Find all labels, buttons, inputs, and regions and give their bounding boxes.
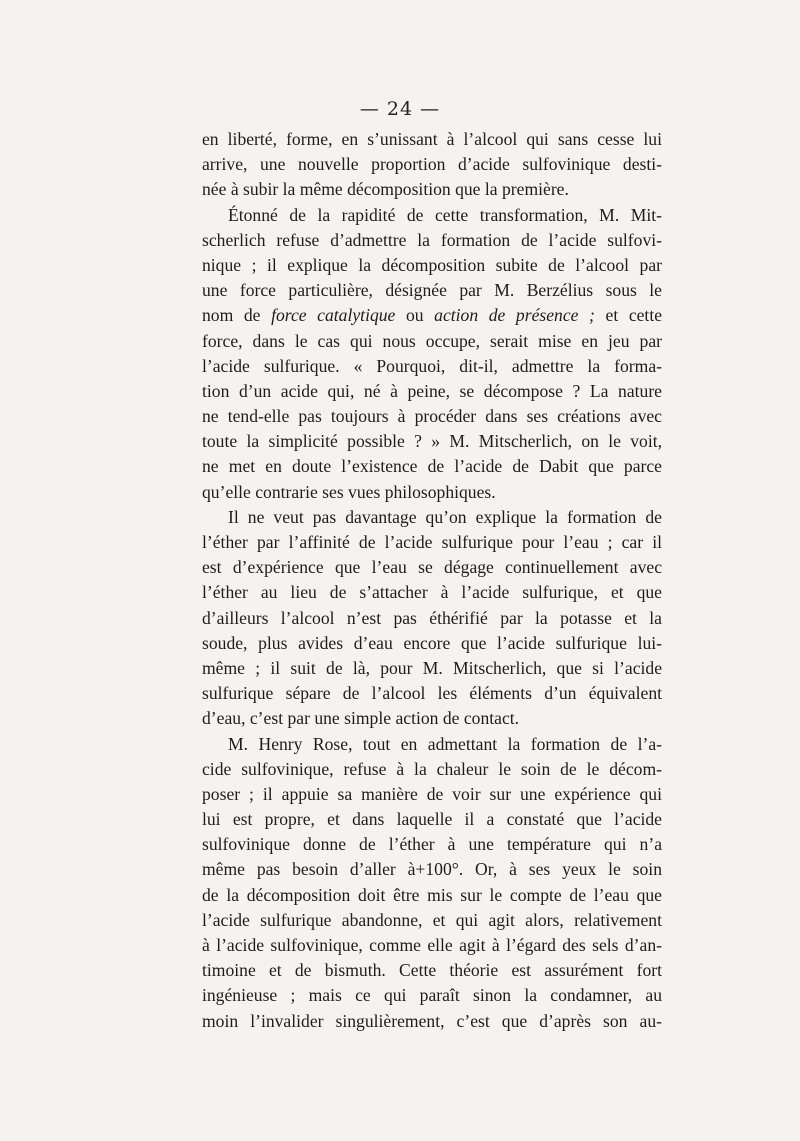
- text-line: tion d’un acide qui, né à peine, se décompose ? La nature: [202, 380, 662, 401]
- text-line: ne tend-elle pas toujours à procéder dans ses créations avec: [202, 406, 662, 427]
- text-line: l’éther par l’affinité de l’acide sulfurique pour l’eau ; car il: [202, 532, 662, 552]
- text-line: cide sulfovinique, refuse à la chaleur le soin de le décom-: [202, 758, 662, 779]
- text-line: Il ne veut pas davantage qu’on explique la formation de: [228, 506, 662, 527]
- text-line: [202, 303, 662, 328]
- text-line: l’éther au lieu de s’attacher à l’acide sulfurique, et que: [202, 582, 662, 603]
- text-span: et cette: [594, 305, 663, 326]
- page-number: — 24 —: [359, 98, 441, 120]
- body-text: [202, 127, 662, 1034]
- text-line: l’acide sulfurique. « Pourquoi, dit-il, admettre la forma-: [202, 355, 662, 376]
- italic-term: action de présence ;: [434, 305, 595, 326]
- text-line: ingénieuse ; mais ce qui paraît sinon la condamner, au: [202, 985, 662, 1006]
- text-span: ou: [395, 305, 435, 326]
- text-line: poser ; il appuie sa manière de voir sur une expérience qui: [202, 783, 662, 804]
- text-line: Étonné de la rapidité de cette transformation, M. Mit-: [228, 204, 662, 225]
- text-line: sulfurique sépare de l’alcool les éléments d’un équivalent: [202, 683, 662, 704]
- text-line: même ; il suit de là, pour M. Mitscherlich, que si l’acide: [202, 657, 662, 678]
- text-line: une force particulière, désignée par M. Berzélius sous le: [202, 280, 662, 301]
- text-line: arrive, une nouvelle proportion d’acide sulfovinique desti-: [202, 154, 662, 175]
- text-line: d’ailleurs l’alcool n’est pas éthérifié par la potasse et la: [202, 607, 662, 628]
- text-line: force, dans le cas qui nous occupe, serait mise en jeu par: [202, 330, 662, 351]
- text-span: nom de: [202, 305, 272, 326]
- italic-term: force catalytique: [271, 305, 396, 326]
- text-line: de la décomposition doit être mis sur le compte de l’eau que: [202, 884, 662, 905]
- text-line: en liberté, forme, en s’unissant à l’alcool qui sans cesse lui: [202, 129, 662, 149]
- text-line: ne met en doute l’existence de l’acide de Dabit que parce: [202, 456, 662, 477]
- text-line: nique ; il explique la décomposition subite de l’alcool par: [202, 254, 662, 275]
- text-line: toute la simplicité possible ? » M. Mitscherlich, on le voit,: [202, 431, 662, 452]
- text-line: soude, plus avides d’eau encore que l’acide sulfurique lui-: [202, 632, 662, 653]
- text-line: M. Henry Rose, tout en admettant la formation de l’a-: [228, 733, 662, 754]
- text-line: qu’elle contrarie ses vues philosophiques.: [202, 481, 496, 502]
- text-line: née à subir la même décomposition que la première.: [202, 179, 569, 200]
- text-line: timoine et de bismuth. Cette théorie est assurément fort: [202, 960, 662, 981]
- text-line: moin l’invalider singulièrement, c’est que d’après son au-: [202, 1010, 662, 1031]
- text-line: à l’acide sulfovinique, comme elle agit à l’égard des sels d’an-: [202, 935, 662, 955]
- text-line: d’eau, c’est par une simple action de contact.: [202, 708, 520, 729]
- text-line: l’acide sulfurique abandonne, et qui agit alors, relativement: [202, 909, 662, 930]
- text-line: lui est propre, et dans laquelle il a constaté que l’acide: [202, 809, 662, 830]
- text-line: est d’expérience que l’eau se dégage continuellement avec: [202, 557, 662, 578]
- text-line: scherlich refuse d’admettre la formation de l’acide sulfovi-: [202, 229, 662, 250]
- text-line: sulfovinique donne de l’éther à une température qui n’a: [202, 834, 662, 855]
- text-line: même pas besoin d’aller à+100°. Or, à ses yeux le soin: [202, 859, 662, 880]
